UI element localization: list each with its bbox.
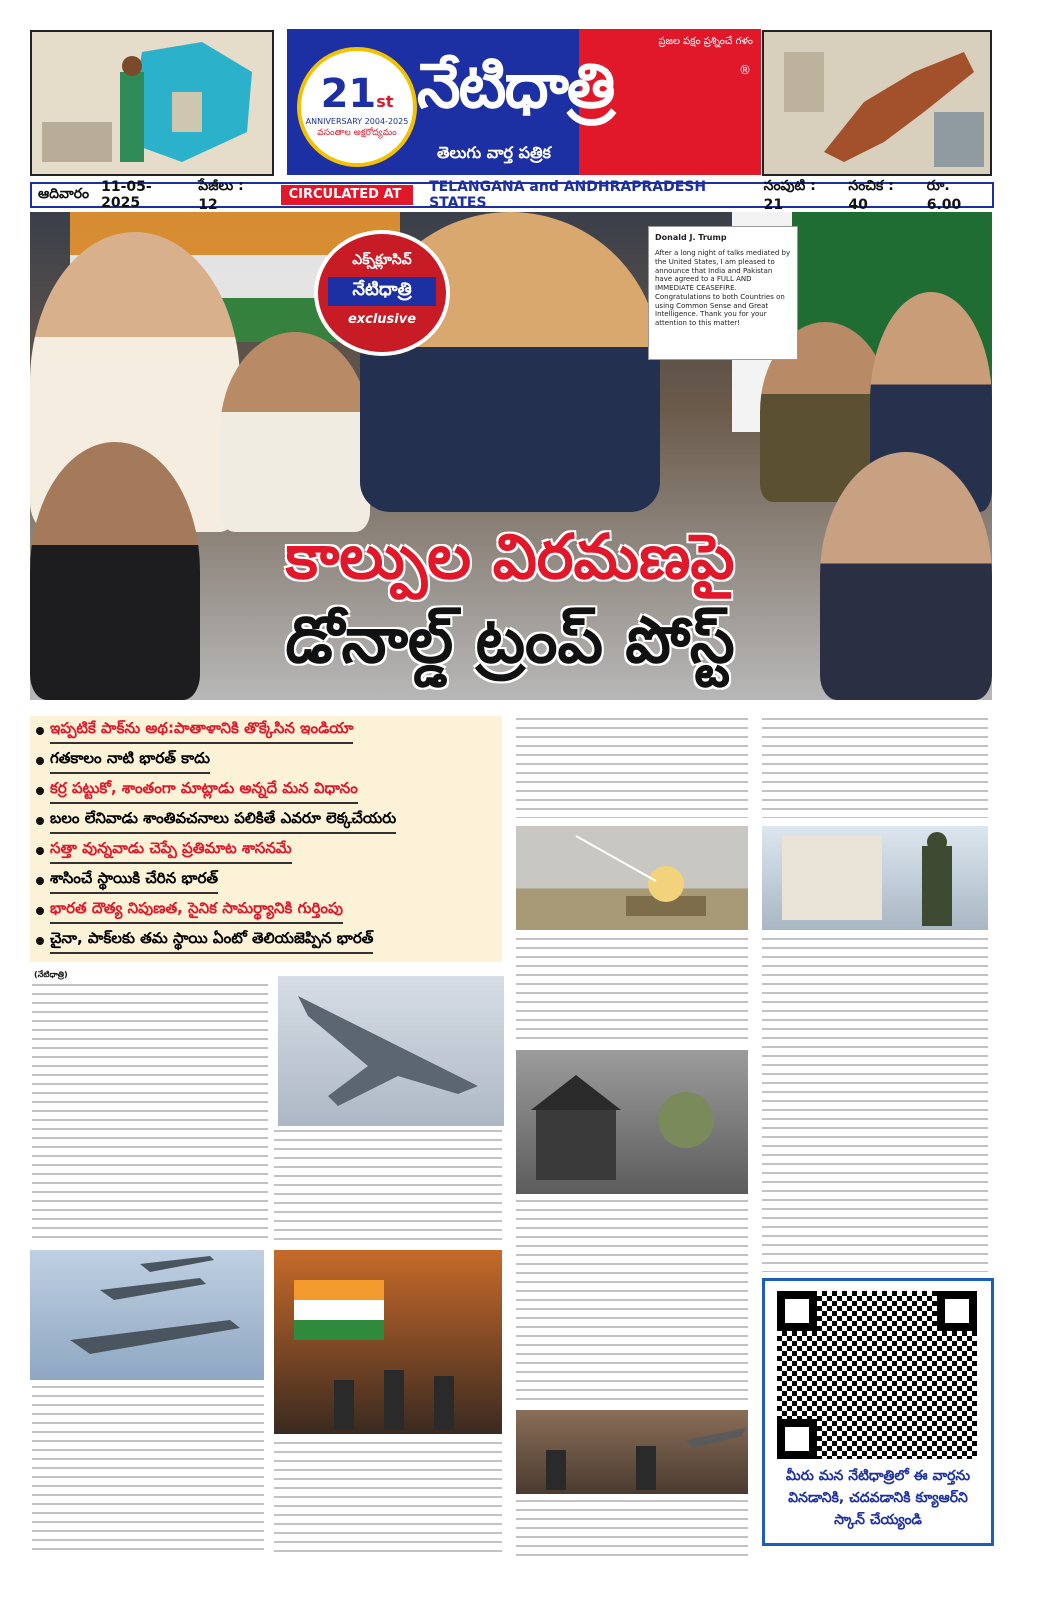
f16-jets-photo: [30, 1250, 264, 1380]
highlight-item: [30, 896, 502, 926]
trump-tweet-screenshot: [648, 226, 798, 360]
soldier-icon: [762, 826, 988, 930]
jaishankar-photo: [220, 332, 370, 532]
paper-subtitle: తెలుగు వార్త పత్రిక: [437, 143, 551, 162]
page-count: పేజీలు : 12: [198, 177, 244, 213]
dateline-bar: [30, 177, 994, 213]
burning-house-icon: [516, 1050, 748, 1194]
telangana-map-icon: [32, 32, 272, 174]
tricolor-soldiers-icon: [274, 1250, 502, 1434]
headline-line-1: కాల్పుల విరమణపై: [285, 520, 735, 593]
article-column-2c: [516, 1200, 748, 1402]
highlight-text: సత్తా వున్నవాడు చెప్పే ప్రతిమాట శాసనమే: [50, 839, 292, 864]
highlight-text: కర్ర పట్టుకో, శాంతంగా మాట్లాడు అన్నదే మన విధానం: [50, 779, 358, 804]
highlight-text: చైనా, పాక్‌లకు తమ స్థాయి ఏంటో తెలియజెప్పిన భారత్: [50, 929, 373, 954]
bullet-icon: [36, 877, 44, 885]
qr-caption-line-3: స్కాన్ చేయ్యండి: [834, 1512, 922, 1528]
article-column-2d: [516, 1500, 748, 1556]
exclusive-stamp: [314, 230, 450, 356]
hero-collage: [30, 212, 992, 700]
jet-formation-icon: [30, 1250, 264, 1380]
circulation-states: TELANGANA and ANDHRAPRADESH STATES: [429, 179, 707, 211]
rocket-launch-photo: [516, 826, 748, 930]
volume-number: సంపుటి : 21: [763, 177, 816, 213]
stamp-bottom-text: exclusive: [347, 312, 417, 327]
bullet-icon: [36, 757, 44, 765]
highlight-item: [30, 776, 502, 806]
article-column-2b: [516, 938, 748, 1046]
article-column-mid: [274, 1130, 502, 1242]
article-column-3b: [762, 938, 988, 1272]
highlight-text: శాసించే స్థాయికి చేరిన భారత్: [50, 869, 218, 894]
highlight-text: భారత దౌత్య నిపుణత, సైనిక సామర్థ్యానికి గుర్తింపు: [50, 899, 343, 924]
anniversary-telugu: వసంతాల అక్షరోద్యమం: [317, 128, 397, 138]
tweet-author: Donald J. Trump: [655, 233, 727, 242]
highlight-text: ఇప్పటికే పాక్‌ను అథ:పాతాళానికి తొక్కేసిన ఇండియా: [50, 719, 353, 744]
telangana-illustration: [30, 30, 274, 176]
article-column-3: [762, 718, 988, 818]
article-column-midb: [274, 1442, 502, 1556]
registered-mark: ®: [739, 63, 751, 77]
dar-photo: [820, 452, 992, 700]
andhra-illustration: [762, 30, 992, 176]
operations-photo: [516, 1410, 748, 1494]
issue-number: సంచిక : 40: [848, 177, 894, 213]
highlight-item: [30, 806, 502, 836]
bullet-icon: [36, 907, 44, 915]
bullet-icon: [36, 787, 44, 795]
qr-caption: [765, 1465, 991, 1531]
byline: (నేటిధాత్రి): [34, 970, 68, 979]
highlight-item: [30, 926, 502, 956]
bullet-icon: [36, 817, 44, 825]
anniversary-logo: [297, 47, 417, 167]
anniversary-text: ANNIVERSARY 2004-2025: [305, 117, 409, 126]
spokesperson-photo: [30, 442, 200, 700]
qr-caption-line-1: మీరు మన నేటిధాత్రిలో ఈ వార్తను: [785, 1468, 971, 1484]
article-column-1: [32, 984, 268, 1242]
soldiers-flag-photo: [274, 1250, 502, 1434]
highlight-item: [30, 746, 502, 776]
war-scene-photo: [516, 1050, 748, 1194]
headline-line-2: డోనాల్డ్ ట్రంప్ పోస్ట్: [285, 604, 735, 678]
fighter-jet-icon: [278, 976, 504, 1126]
anniversary-suffix: st: [376, 92, 394, 111]
bullet-icon: [36, 847, 44, 855]
price: రూ. 6.00: [926, 177, 962, 213]
highlight-item: [30, 716, 502, 746]
highlights-box: [30, 716, 502, 962]
paper-tagline: ప్రజల పక్షం ప్రశ్నించే గళం: [658, 36, 753, 47]
operations-icon: [516, 1410, 748, 1494]
bullet-icon: [36, 937, 44, 945]
andhra-map-icon: [764, 32, 990, 174]
masthead: [287, 29, 761, 175]
bullet-icon: [36, 727, 44, 735]
jet-photo: [278, 976, 504, 1126]
highlight-text: గతకాలం నాటి భారత్ కాదు: [50, 749, 210, 774]
paper-name: నేటిధాత్రి: [417, 49, 614, 122]
anniversary-number: 21: [320, 71, 377, 117]
stamp-top-text: ఎక్స్‌క్లూసివ్: [352, 252, 412, 268]
qr-code-icon[interactable]: [777, 1291, 977, 1459]
highlight-item: [30, 836, 502, 866]
issue-date: 11-05-2025: [101, 179, 152, 211]
qr-code-box: [762, 1278, 994, 1546]
article-column-1b: [32, 1386, 264, 1556]
article-column-2: [516, 718, 748, 818]
issue-day: ఆదివారం: [38, 185, 90, 202]
highlight-item: [30, 866, 502, 896]
stamp-middle-text: నేటిధాత్రి: [328, 277, 436, 306]
tweet-text: After a long night of talks mediated by the United States, I am pleased to announce that India and Pakistan have agreed to a FULL AND IMMEDIATE CEASEFIRE. Congratulations to both Countries on using Common Sense and Great Intelligence. Thank you for your attention to this matter!: [655, 249, 791, 327]
kashmir-collage-photo: [762, 826, 988, 930]
highlight-text: బలం లేనివాడు శాంతివచనాలు పలికితే ఎవరూ లెక్కచేయరు: [50, 809, 396, 834]
rocket-launcher-icon: [516, 826, 748, 930]
qr-caption-line-2: వినడానికి, చదవడానికి క్యూఆర్‌ని: [788, 1490, 968, 1506]
circulated-label: CIRCULATED AT: [281, 185, 413, 205]
